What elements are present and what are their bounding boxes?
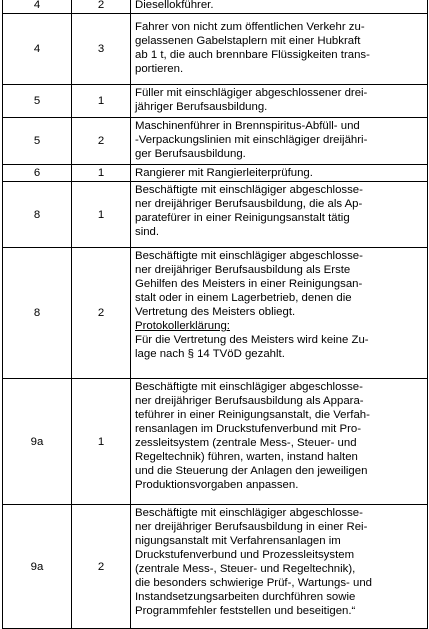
description-line: sind. [135,226,160,238]
description-line: Füller mit einschlägiger abgeschlossener drei- [135,87,368,99]
fallgruppe-cell: 3 [72,14,131,85]
protocol-note-line: Für die Vertretung des Meisters wird keine Zu- [135,334,369,346]
fallgruppe-cell: 1 [72,182,131,248]
fallgruppe-cell: 2 [72,118,131,165]
description-cell [131,165,428,182]
description-cell [131,182,428,248]
description-line: Beschäftigte mit einschlägiger abgeschlosse- [135,381,363,393]
table-row [3,85,428,118]
fallgruppe-cell: 2 [72,505,131,629]
entgeltgruppe-cell: 8 [3,182,72,248]
protocol-note-line: lage nach § 14 TVöD gezahlt. [135,348,285,360]
entgeltgruppe-cell: 5 [3,85,72,118]
description-line: und die Steuerung der Anlagen den jeweiligen [135,465,368,477]
description-line: Instandsetzungsarbeiten durchführen sowie [135,591,356,603]
fallgruppe-cell: 1 [72,379,131,505]
description-line: paratefürer in einer Reinigungsanstalt tätig [135,212,350,224]
description-cell [131,0,428,14]
description-line: die besonders schwierige Prüf-, Wartungs- und [135,577,372,589]
fallgruppe-cell: 1 [72,165,131,182]
description-line: ner dreijähriger Berufsausbildung als Erste [135,264,351,276]
description-line: (zentrale Mess-, Steuer- und Regeltechnik), [135,563,356,575]
description-cell [131,505,428,629]
table-row [3,0,428,14]
entgeltgruppe-cell: 8 [3,248,72,379]
description-cell [131,85,428,118]
table-row [3,379,428,505]
entgeltgruppe-cell: 9a [3,505,72,629]
description-line: Rangierer mit Rangierleiterprüfung. [135,167,313,179]
description-line: ner dreijähriger Berufsausbildung in einer Rei- [135,521,368,533]
description-line: Beschäftigte mit einschlägiger abgeschlosse- [135,184,363,196]
description-line: ner dreijähriger Berufsausbildung als Appara- [135,395,364,407]
description-cell [131,118,428,165]
description-line: Beschäftigte mit einschlägiger abgeschlosse- [135,250,363,262]
entgeltgruppe-cell: 4 [3,14,72,85]
entgeltgruppe-cell: 5 [3,118,72,165]
description-line: portieren. [135,63,184,75]
description-line: rensanlagen im Druckstufenverbund mit Pro- [135,423,362,435]
entgeltgruppe-cell: 4 [3,0,72,14]
description-line: Druckstufenverbund und Prozessleitsystem [135,549,355,561]
description-line: stalt oder in einem Lagerbetrieb, denen die [135,292,352,304]
table-row [3,118,428,165]
description-line: ger Berufsausbildung. [135,148,246,160]
fallgruppe-cell: 2 [72,0,131,14]
description-cell [131,379,428,505]
description-line: Regeltechnik) führen, warten, instand halten [135,451,358,463]
description-line: Fahrer von nicht zum öffentlichen Verkehr zu- [135,21,365,33]
description-line: -Verpackungslinien mit einschlägiger dreijähri- [135,134,368,146]
description-line: ab 1 t, die auch brennbare Flüssigkeiten trans- [135,49,370,61]
description-line: gelassenen Gabelstaplern mit einer Hubkraft [135,35,361,47]
fallgruppe-cell: 2 [72,248,131,379]
description-line: Beschäftigte mit einschlägiger abgeschlosse- [135,507,363,519]
table-row [3,182,428,248]
entgeltgruppe-cell: 6 [3,165,72,182]
description-line: Diesellokführer. [135,0,214,11]
description-line: Produktionsvorgaben anpassen. [135,479,299,491]
description-line: Maschinenführer in Brennspiritus-Abfüll- und [135,120,360,132]
table-row [3,14,428,85]
table-row [3,505,428,629]
job-classification-table [2,0,428,629]
entgeltgruppe-cell: 9a [3,379,72,505]
description-line: Gehilfen des Meisters in einer Reinigungsan- [135,278,363,290]
fallgruppe-cell: 1 [72,85,131,118]
description-line: nigungsanstalt mit Verfahrensanlagen im [135,535,341,547]
table-row [3,165,428,182]
description-cell [131,248,428,379]
description-cell [131,14,428,85]
description-line: Programmfehler feststellen und beseitigen.“ [135,605,356,617]
description-line: zessleitsystem (zentrale Mess-, Steuer- und [135,437,357,449]
description-line: jähriger Berufsausbildung. [135,101,268,113]
description-line: teführer in einer Reinigungsanstalt, die Verfah- [135,409,370,421]
protocol-note-heading: Protokollerklärung: [135,320,230,332]
table-row [3,248,428,379]
description-line: Vertretung des Meisters obliegt. [135,306,296,318]
description-line: ner dreijähriger Berufsausbildung, die als Ap- [135,198,363,210]
